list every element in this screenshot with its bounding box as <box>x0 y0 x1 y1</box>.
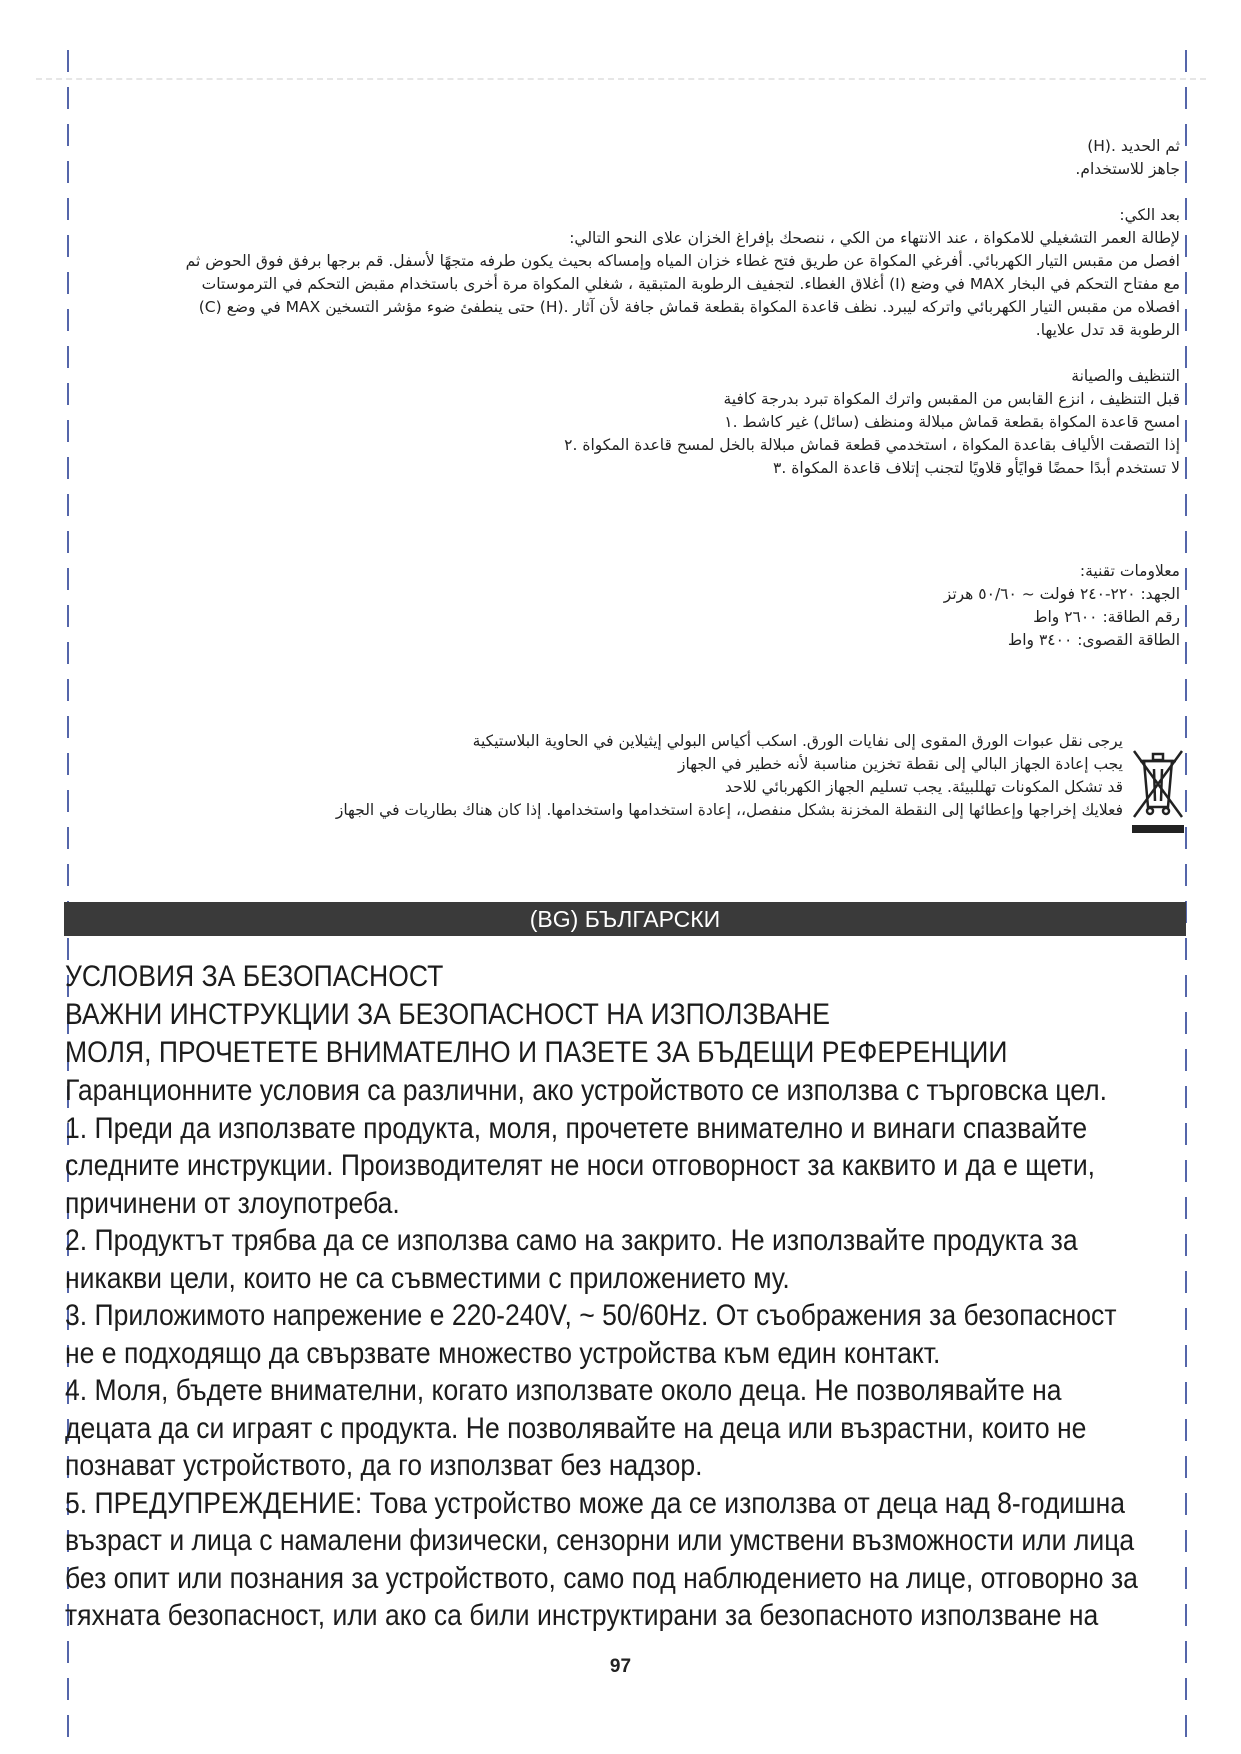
arabic-line: لإطالة العمر التشغيلي للامكواة ، عند الانتهاء من الكي ، ننصحك بإفراغ الخزان علاى النحو التالي: <box>569 229 1180 247</box>
edge-mark <box>1185 161 1187 183</box>
arabic-line: افصل من مقبس التيار الكهربائي. أفرغي المكواة عن طريق فتح غطاء خزان المياه وإمساكه بحيث يكون طرفه متجهًا لأسفل. قم برجها برفق فوق الحوض ثم <box>185 252 1180 270</box>
recycling-line: قد تشكل المكونات تهللبيئة. يجب تسليم الجهاز الكهربائي للاحد <box>724 778 1123 796</box>
edge-mark <box>67 420 69 442</box>
spec-line: رقم الطاقة: ٢٦٠٠ واط <box>1033 608 1180 626</box>
edge-mark <box>67 272 69 294</box>
paragraph-line: 3. Приложимото напрежение е 220-240V, ~ 50/60Hz. От съображения за безопасност <box>65 1299 1117 1332</box>
edge-mark <box>1185 420 1187 442</box>
paragraph-line: Гаранционните условия са различни, ако устройството се използва с търговска цел. <box>65 1074 1107 1107</box>
edge-mark <box>67 383 69 405</box>
paragraph-line: причинени от злоупотреба. <box>65 1186 400 1220</box>
paragraph-line: 4. Моля, бъдете внимателни, когато използвате около деца. Не позволявайте на <box>65 1374 1062 1407</box>
edge-mark <box>1185 642 1187 664</box>
edge-mark <box>67 938 69 960</box>
bulgarian-section <box>65 958 1190 1635</box>
paragraph-line: 1. Преди да използвате продукта, моля, прочетете внимателно и винаги спазвайте <box>65 1111 1088 1145</box>
arabic-line: لا تستخدم أبدًا حمضًا قوايًأو قلاويًا لتجنب إتلاف قاعدة المكواة .٣ <box>773 459 1180 477</box>
edge-mark <box>67 346 69 368</box>
edge-mark <box>1185 235 1187 257</box>
edge-mark <box>1185 198 1187 220</box>
edge-mark <box>67 753 69 775</box>
edge-mark <box>67 161 69 183</box>
arabic-line: افصلاه من مقبس التيار الكهربائي واتركه ليبرد. نظف قاعدة المكواة بقطعة قماش جافة لأن آثار .(H) حتى ينطفئ ضوء مؤشر التسخين MAX في وضع (C) <box>198 298 1180 316</box>
edge-mark <box>67 235 69 257</box>
arabic-line: قبل التنظيف ، انزع القابس من المقبس واترك المكواة تبرد بدرجة كافية <box>723 390 1180 408</box>
edge-mark <box>1185 1715 1187 1737</box>
edge-mark <box>1185 346 1187 368</box>
edge-mark <box>67 494 69 516</box>
edge-mark <box>1185 864 1187 886</box>
edge-mark <box>1185 679 1187 701</box>
edge-mark <box>1185 50 1187 72</box>
edge-mark <box>67 124 69 146</box>
arabic-line: جاهز للاستخدام. <box>1075 160 1180 178</box>
paragraph-line: тяхната безопасност, или ако са били инструктирани за безопасното използване на <box>65 1599 1099 1632</box>
arabic-line: إذا التصقت الألياف بقاعدة المكواة ، استخدمي قطعة قماش مبلالة بالخل لمسح قاعدة المكواة .٢ <box>564 436 1180 454</box>
edge-mark <box>67 457 69 479</box>
edge-mark <box>1185 938 1187 960</box>
arabic-specs <box>944 560 1180 652</box>
edge-mark <box>1185 124 1187 146</box>
specs-title: معلاومات تقنية: <box>1079 562 1180 580</box>
paragraph-line: не е подходящо да свързвате множество устройства към един контакт. <box>65 1336 941 1370</box>
edge-mark <box>67 716 69 738</box>
heading-safety-conditions: УСЛОВИЯ ЗА БЕЗОПАСНОСТ <box>65 960 444 993</box>
edge-mark <box>67 309 69 331</box>
arabic-line: مع مفتاح التحكم في البخار MAX في وضع (I) أغلاق الغطاء. لتجفيف الرطوبة المتبقية ، شغلي المكواة مرة أخرى باستخدام مقبض التحكم في الترموستات <box>201 275 1180 293</box>
edge-mark <box>67 87 69 109</box>
language-section-header: (BG) БЪЛГАРСКИ <box>64 902 1186 936</box>
edge-mark <box>67 827 69 849</box>
arabic-top-lines <box>186 135 1180 480</box>
top-crop-line <box>36 78 1206 80</box>
paragraph-line: възраст и лица с намалени физически, сензорни или умствени възможности или лица <box>65 1524 1135 1557</box>
edge-mark <box>1185 716 1187 738</box>
edge-mark <box>1185 383 1187 405</box>
paragraph-line: познават устройството, да го използват без надзор. <box>65 1449 703 1482</box>
edge-mark <box>67 790 69 812</box>
edge-mark <box>67 50 69 72</box>
cleaning-title: التنظيف والصيانة <box>1071 367 1180 385</box>
edge-mark <box>67 1715 69 1737</box>
after-ironing-title: بعد الكي: <box>1119 206 1180 224</box>
arabic-line: ثم الحديد .(H) <box>1087 137 1180 155</box>
edge-mark <box>67 864 69 886</box>
edge-mark <box>1185 568 1187 590</box>
edge-mark <box>67 531 69 553</box>
edge-mark <box>1185 457 1187 479</box>
edge-mark <box>1185 309 1187 331</box>
heading-important-instructions: ВАЖНИ ИНСТРУКЦИИ ЗА БЕЗОПАСНОСТ НА ИЗПОЛЗВАНЕ <box>65 998 830 1031</box>
paragraph-line: никакви цели, които не са съвместими с приложението му. <box>65 1261 790 1295</box>
heading-read-carefully: МОЛЯ, ПРОЧЕТЕТЕ ВНИМАТЕЛНО И ПАЗЕТЕ ЗА БЪДЕЩИ РЕФЕРЕНЦИИ <box>65 1036 1008 1069</box>
arabic-line: الرطوبة قد تدل علايها. <box>1035 321 1180 339</box>
paragraph-line: следните инструкции. Производителят не носи отговорност за каквито и да е щети, <box>65 1149 1096 1182</box>
arabic-recycling <box>336 730 1123 822</box>
edge-mark <box>67 1678 69 1700</box>
recycling-line: يجب إعادة الجهاز البالي إلى نقطة تخزين مناسبة لأنه خطير في الجهاز <box>678 755 1123 773</box>
spec-line: الطاقة القصوى: ٣٤٠٠ واط <box>1007 631 1180 649</box>
page-number: 97 <box>609 1656 632 1677</box>
paragraph-line: без опит или познания за устройството, само под наблюдението на лице, отговорно за <box>65 1561 1138 1595</box>
edge-mark <box>1185 494 1187 516</box>
weee-crossed-bin-icon <box>1130 745 1186 837</box>
edge-mark <box>1185 272 1187 294</box>
edge-mark <box>1185 1678 1187 1700</box>
paragraph-line: 2. Продуктът трябва да се използва само на закрито. Не използвайте продукта за <box>65 1224 1078 1257</box>
edge-mark <box>67 679 69 701</box>
recycling-line: يرجى نقل عبوات الورق المقوى إلى نفايات الورق. اسكب أكياس البولي إيثيلاين في الحاوية البلاستيكية <box>472 732 1123 750</box>
paragraph-line: 5. ПРЕДУПРЕЖДЕНИЕ: Това устройство може да се използва от деца над 8-годишна <box>65 1486 1126 1520</box>
arabic-line: امسح قاعدة المكواة بقطعة قماش مبلالة ومنظف (سائل) غير كاشط .١ <box>724 413 1180 431</box>
edge-mark <box>67 642 69 664</box>
paragraph-line: децата да си играят с продукта. Не позволявайте на деца или възрастни, които не <box>65 1411 1087 1445</box>
edge-mark <box>1185 605 1187 627</box>
edge-mark <box>1185 531 1187 553</box>
spec-line: الجهد: ٢٢٠-٢٤٠ فولت ~ ٥٠/٦٠ هرتز <box>943 585 1180 603</box>
edge-mark <box>67 568 69 590</box>
recycling-line: فعلايك إخراجها وإعطائها إلى النقطة المخزنة بشكل منفصل،، إعادة استخدامها واستخدامها. إذا كان هناك بطاريات في الجهاز <box>335 801 1123 819</box>
edge-mark <box>67 605 69 627</box>
edge-mark <box>1185 87 1187 109</box>
edge-mark <box>67 198 69 220</box>
